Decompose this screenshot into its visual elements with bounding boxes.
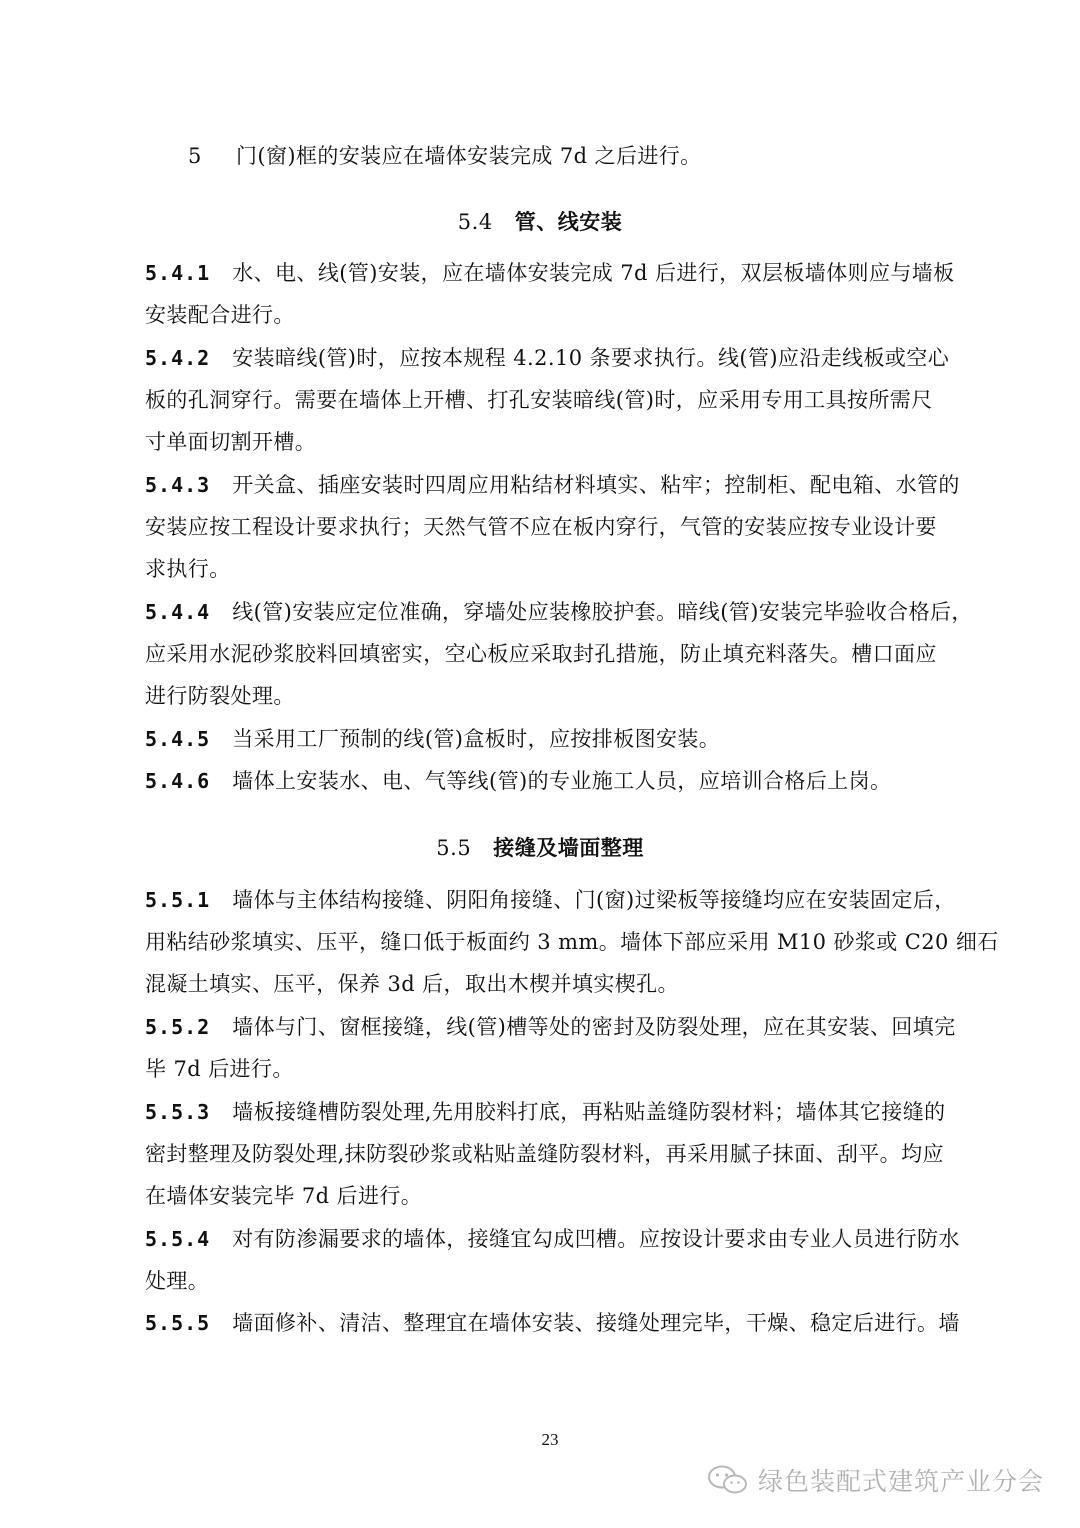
clause-5-5-2-cont: 毕 7d 后进行。: [145, 1057, 294, 1081]
clause-5-4-4: 5.4.4 线(管)安装应定位准确，穿墙处应装橡胶护套。暗线(管)安装完毕验收合格后，: [145, 600, 973, 624]
clause-5-5-5: 5.5.5 墙面修补、清洁、整理宜在墙体安装、接缝处理完毕，干燥、稳定后进行。墙: [145, 1311, 960, 1335]
clause-5-4-3-cont1: 安装应按工程设计要求执行；天然气管不应在板内穿行，气管的安装应按专业设计要: [145, 515, 937, 539]
wechat-icon: [706, 1464, 750, 1496]
clause-5-4-2-cont2: 寸单面切割开槽。: [145, 430, 317, 454]
page-number: 23: [541, 1430, 559, 1449]
clause-5-5-4: 5.5.4 对有防渗漏要求的墙体，接缝宜勾成凹槽。应按设计要求由专业人员进行防水: [145, 1227, 960, 1251]
list-item-5: 5 门(窗)框的安装应在墙体安装完成 7d 之后进行。: [188, 144, 702, 168]
clause-5-5-1-cont1: 用粘结砂浆填实、压平，缝口低于板面约 3 mm。墙体下部应采用 M10 砂浆或 C20 细石: [145, 930, 999, 954]
watermark: 绿色装配式建筑产业分会: [706, 1460, 1044, 1500]
clause-5-4-4-cont2: 进行防裂处理。: [145, 684, 295, 708]
clause-5-4-1: 5.4.1 水、电、线(管)安装，应在墙体安装完成 7d 后进行，双层板墙体则应与墙板: [145, 261, 955, 285]
clause-5-5-1-cont2: 混凝土填实、压平，保养 3d 后，取出木楔并填实楔孔。: [145, 972, 679, 996]
clause-5-4-2-cont1: 板的孔洞穿行。需要在墙体上开槽、打孔安装暗线(管)时，应采用专用工具按所需尺: [145, 388, 933, 412]
clause-5-4-6: 5.4.6 墙体上安装水、电、气等线(管)的专业施工人员，应培训合格后上岗。: [145, 769, 892, 793]
clause-5-5-3-cont2: 在墙体安装完毕 7d 后进行。: [145, 1184, 423, 1208]
section-heading-5-4: 5.4 管、线安装: [457, 209, 623, 234]
section-heading-5-5: 5.5 接缝及墙面整理: [436, 835, 644, 860]
clause-5-4-2: 5.4.2 安装暗线(管)时，应按本规程 4.2.10 条要求执行。线(管)应沿走线板或空心: [145, 346, 950, 370]
clause-5-4-3: 5.4.3 开关盒、插座安装时四周应用粘结材料填实、粘牢；控制柜、配电箱、水管的: [145, 473, 960, 497]
clause-5-5-3: 5.5.3 墙板接缝槽防裂处理,先用胶料打底，再粘贴盖缝防裂材料；墙体其它接缝的: [145, 1100, 946, 1124]
clause-5-5-2: 5.5.2 墙体与门、窗框接缝，线(管)槽等处的密封及防裂处理，应在其安装、回填完: [145, 1015, 956, 1039]
clause-5-4-4-cont1: 应采用水泥砂浆胶料回填密实，空心板应采取封孔措施，防止填充料落失。槽口面应: [145, 642, 937, 666]
clause-5-4-3-cont2: 求执行。: [145, 557, 231, 581]
clause-5-5-3-cont1: 密封整理及防裂处理,抹防裂砂浆或粘贴盖缝防裂材料，再采用腻子抹面、刮平。均应: [145, 1142, 944, 1166]
clause-5-5-1: 5.5.1 墙体与主体结构接缝、阴阳角接缝、门(窗)过梁板等接缝均应在安装固定后，: [145, 888, 956, 912]
clause-5-4-5: 5.4.5 当采用工厂预制的线(管)盒板时，应按排板图安装。: [145, 727, 721, 751]
clause-5-4-1-cont: 安装配合进行。: [145, 303, 295, 327]
clause-5-5-4-cont: 处理。: [145, 1269, 210, 1293]
